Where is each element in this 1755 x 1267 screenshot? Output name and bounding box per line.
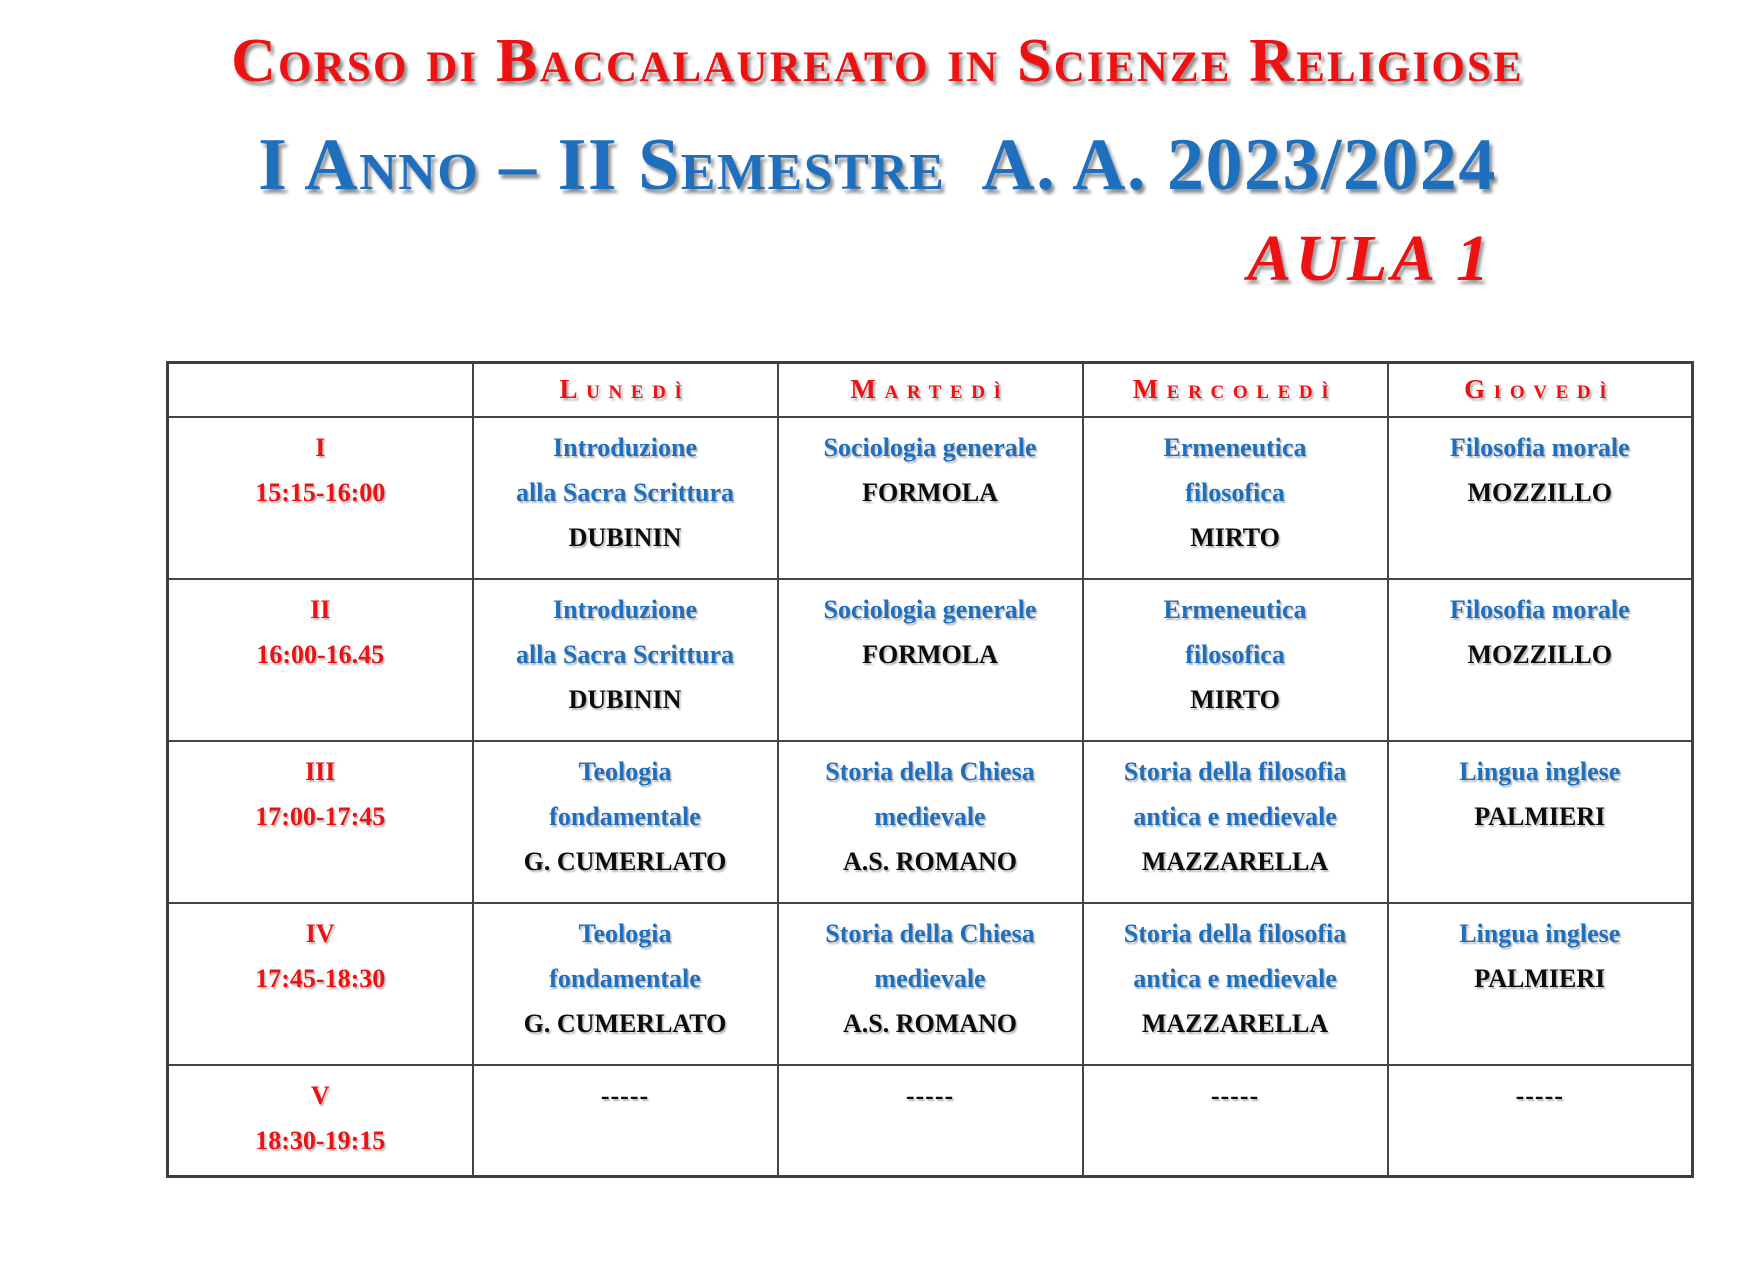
course-name: fondamentale [549,801,701,831]
timetable-row-iv [168,903,1693,1065]
course-name: filosofica [1185,477,1285,507]
timetable-body [168,417,1693,1177]
lesson-cell [778,1065,1083,1177]
course-name: Introduzione [553,594,697,624]
course-name: filosofica [1185,639,1285,669]
empty-slot-dashes: ----- [1210,1080,1260,1110]
course-name: alla Sacra Scrittura [515,477,735,507]
professor-name: MOZZILLO [1467,639,1612,669]
empty-slot-dashes: ----- [905,1080,955,1110]
professor-name: A.S. ROMANO [842,1008,1018,1038]
professor-name: PALMIERI [1474,801,1606,831]
day-header-mercoledi: Mercoledì [1083,362,1388,417]
timetable-header-row [168,362,1693,417]
period-numeral: II [310,594,331,624]
lesson-cell [473,903,778,1065]
time-range: 15:15-16:00 [255,477,386,507]
room-label: AULA 1 [1247,221,1493,295]
professor-name: MIRTO [1190,522,1280,552]
professor-name: MOZZILLO [1467,477,1612,507]
time-cell [168,741,473,903]
day-header-martedi: Martedì [778,362,1083,417]
lesson-cell [778,741,1083,903]
lesson-cell [1388,903,1693,1065]
course-title: Corso di Baccalaureato in Scienze Religiose [231,27,1524,95]
course-name: antica e medievale [1133,801,1337,831]
lesson-cell [1083,417,1388,579]
time-cell [168,417,473,579]
course-name: Filosofia morale [1449,432,1630,462]
course-name: Storia della Chiesa [825,756,1035,786]
timetable-row-ii [168,579,1693,741]
time-range: 18:30-19:15 [255,1125,386,1155]
course-name: Sociologia generale [823,594,1037,624]
course-name: Introduzione [553,432,697,462]
empty-slot-dashes: ----- [600,1080,650,1110]
course-name: Sociologia generale [823,432,1037,462]
course-name: antica e medievale [1133,963,1337,993]
course-name: Lingua inglese [1459,918,1621,948]
course-name: medievale [874,963,986,993]
lesson-cell [778,417,1083,579]
lesson-cell [778,903,1083,1065]
time-cell [168,903,473,1065]
lesson-cell [778,579,1083,741]
lesson-cell [1388,741,1693,903]
professor-name: A.S. ROMANO [842,846,1018,876]
professor-name: FORMOLA [862,477,998,507]
day-header-lunedi: Lunedì [473,362,778,417]
lesson-cell [1083,579,1388,741]
professor-name: FORMOLA [862,639,998,669]
period-numeral: I [315,432,326,462]
course-name: medievale [874,801,986,831]
professor-name: DUBININ [568,522,682,552]
course-name: Lingua inglese [1459,756,1621,786]
course-name: Filosofia morale [1449,594,1630,624]
lesson-cell [1083,1065,1388,1177]
course-name: alla Sacra Scrittura [515,639,735,669]
course-name: Ermeneutica [1163,594,1307,624]
corner-cell [168,362,473,417]
time-cell [168,579,473,741]
time-range: 17:00-17:45 [255,801,386,831]
professor-name: DUBININ [568,684,682,714]
lesson-cell [1388,417,1693,579]
course-name: fondamentale [549,963,701,993]
professor-name: G. CUMERLATO [523,846,727,876]
lesson-cell [473,417,778,579]
timetable-row-iii [168,741,1693,903]
professor-name: G. CUMERLATO [523,1008,727,1038]
document-page [0,26,1755,1267]
professor-name: MIRTO [1190,684,1280,714]
lesson-cell [473,579,778,741]
year-semester-title: I Anno – II Semestre A. A. 2023/2024 [258,124,1497,207]
course-name: Storia della Chiesa [825,918,1035,948]
lesson-cell [473,741,778,903]
timetable-row-v [168,1065,1693,1177]
empty-slot-dashes: ----- [1515,1080,1564,1110]
period-numeral: V [310,1080,330,1110]
timetable [166,361,1694,1178]
course-name: Teologia [578,918,672,948]
professor-name: PALMIERI [1474,963,1606,993]
day-header-giovedi: Giovedì [1388,362,1693,417]
time-range: 16:00-16.45 [256,639,385,669]
lesson-cell [1388,579,1693,741]
course-name: Storia della filosofia [1123,918,1347,948]
period-numeral: III [305,756,336,786]
professor-name: MAZZARELLA [1141,846,1329,876]
time-cell [168,1065,473,1177]
lesson-cell [1083,903,1388,1065]
lesson-cell [473,1065,778,1177]
course-name: Storia della filosofia [1123,756,1347,786]
lesson-cell [1083,741,1388,903]
lesson-cell [1388,1065,1693,1177]
timetable-row-i [168,417,1693,579]
time-range: 17:45-18:30 [255,963,386,993]
course-name: Ermeneutica [1163,432,1307,462]
period-numeral: IV [305,918,335,948]
professor-name: MAZZARELLA [1141,1008,1329,1038]
course-name: Teologia [578,756,672,786]
